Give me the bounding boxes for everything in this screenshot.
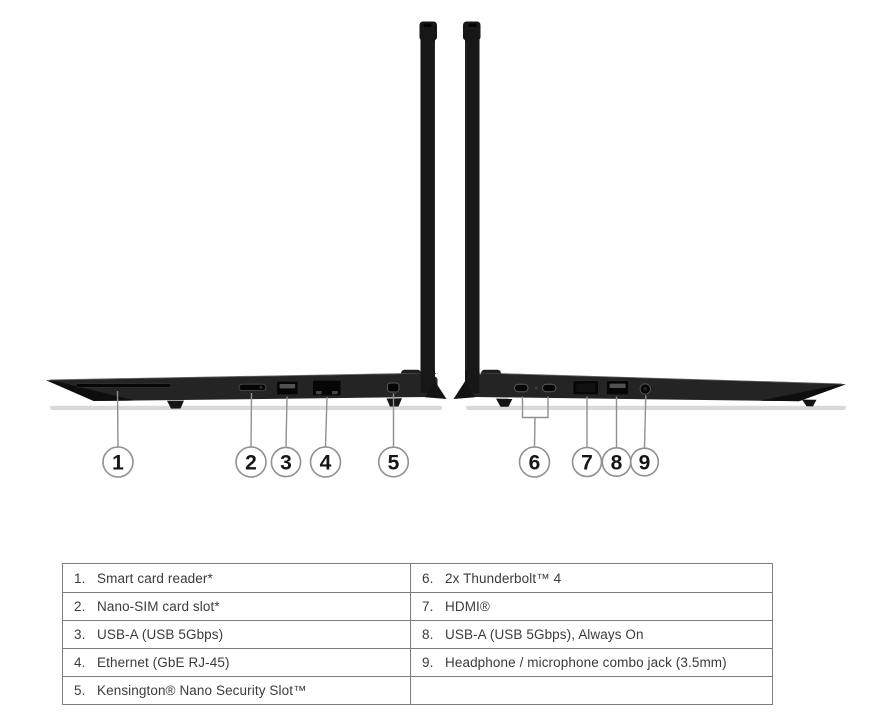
laptop-right-side-view <box>454 22 847 411</box>
headphone-jack-hole <box>644 387 647 390</box>
usb-a-tongue <box>280 384 296 388</box>
table-cell <box>411 621 772 648</box>
callout-line-4 <box>326 397 328 447</box>
callout-number-4: 4 <box>319 451 332 475</box>
thunderbolt-port-2 <box>543 384 557 392</box>
camera-notch <box>424 24 432 28</box>
callout-number-5: 5 <box>387 451 400 475</box>
port-label: USB-A (USB 5Gbps) <box>97 627 224 642</box>
rubber-foot <box>802 400 817 407</box>
camera-notch <box>469 24 477 28</box>
kensington-nano-security-slot <box>388 383 400 392</box>
table-cell <box>411 649 772 676</box>
rubber-foot <box>496 399 513 407</box>
port-label: USB-A (USB 5Gbps), Always On <box>445 627 644 642</box>
ground-shadow <box>50 406 442 410</box>
row-number: 9. <box>422 655 434 670</box>
lid <box>421 37 436 393</box>
callout-line-6 <box>535 418 536 447</box>
row-number: 8. <box>422 627 434 642</box>
rubber-foot <box>387 398 403 406</box>
callout-number-2: 2 <box>245 451 257 475</box>
table-cell <box>63 593 411 620</box>
port-label: Nano-SIM card slot* <box>97 599 220 614</box>
table-row <box>63 676 772 704</box>
callout-number-6: 6 <box>528 451 541 475</box>
table-row <box>63 648 772 676</box>
table-row <box>63 620 772 648</box>
port-label: Kensington® Nano Security Slot™ <box>97 683 307 698</box>
power-led <box>535 387 538 390</box>
row-number: 2. <box>74 599 86 614</box>
callout-number-8: 8 <box>610 451 623 475</box>
callout-line-2 <box>251 393 252 447</box>
table-cell <box>63 564 411 592</box>
sim-eject-pinhole <box>260 386 263 389</box>
port-label: HDMI® <box>445 599 490 614</box>
table-row <box>63 564 772 592</box>
row-number: 4. <box>74 655 86 670</box>
ethernet-clip-notch <box>322 389 333 395</box>
callout-line-1 <box>118 391 119 447</box>
port-legend-table <box>62 563 773 705</box>
table-row <box>63 592 772 620</box>
port-label: Ethernet (GbE RJ-45) <box>97 655 230 670</box>
table-cell <box>63 677 411 704</box>
port-label: 2x Thunderbolt™ 4 <box>445 570 562 586</box>
thunderbolt-port-1 <box>515 384 529 392</box>
hdmi-inner <box>576 383 595 392</box>
row-number: 7. <box>422 599 434 614</box>
callout-number-1: 1 <box>112 451 124 475</box>
port-label: Headphone / microphone combo jack (3.5mm) <box>445 655 727 670</box>
row-number: 1. <box>74 570 86 586</box>
callout-line-9 <box>645 396 646 448</box>
lid <box>465 37 480 393</box>
table-cell <box>63 621 411 648</box>
row-number: 3. <box>74 627 86 642</box>
callout-number-9: 9 <box>638 451 651 475</box>
callout-number-7: 7 <box>581 451 593 475</box>
table-cell <box>411 677 772 704</box>
smart-card-reader-slot <box>76 384 171 388</box>
row-number: 6. <box>422 570 434 586</box>
usb-a-tongue <box>610 384 626 388</box>
laptop-left-side-view <box>46 22 447 411</box>
table-cell <box>63 649 411 676</box>
callout-line-3 <box>286 397 287 447</box>
table-cell <box>411 564 772 592</box>
port-label: Smart card reader* <box>97 570 213 586</box>
callout-badges <box>103 447 658 477</box>
table-cell <box>411 593 772 620</box>
row-number: 5. <box>74 683 86 698</box>
callout-number-3: 3 <box>280 451 292 475</box>
